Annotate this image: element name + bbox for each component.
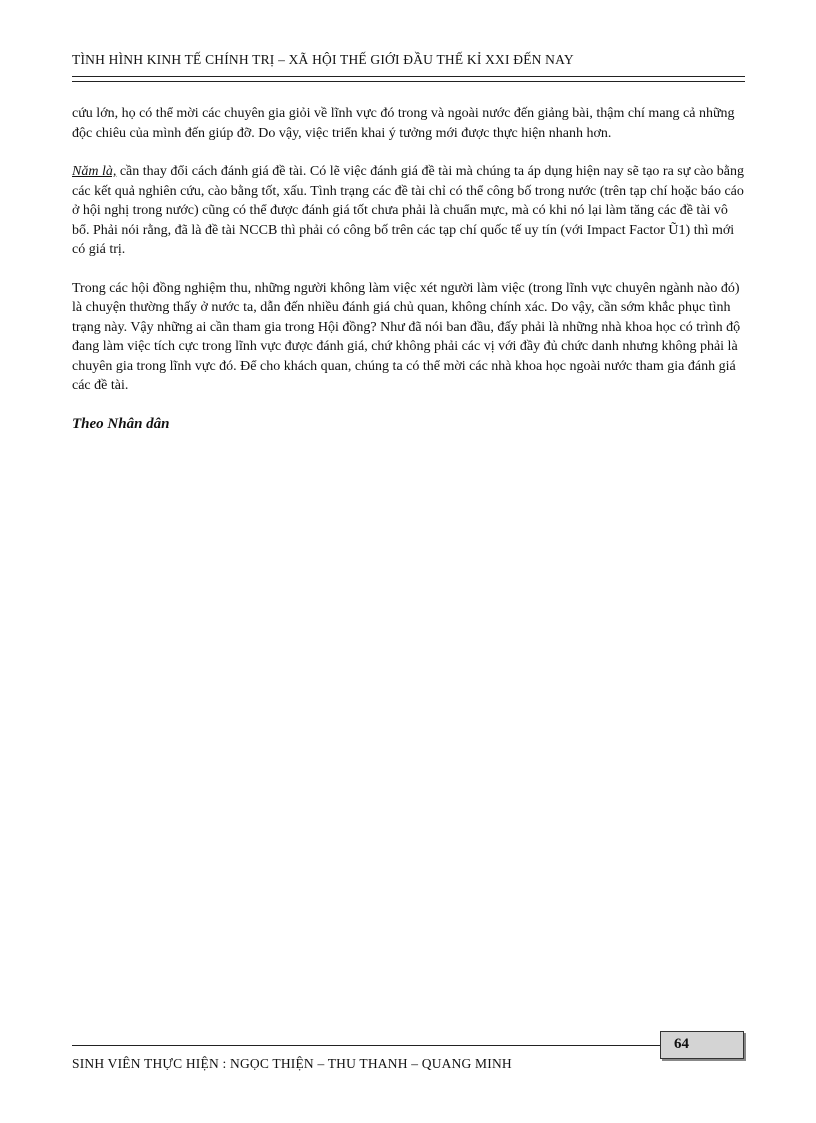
paragraph-1: cứu lớn, họ có thể mời các chuyên gia giỏi về lĩnh vực đó trong và ngoài nước đến giảng bài, thậm chí mang cả những độc chiêu của mình đến giúp đỡ. Do vậy, việc triển khai ý tưởng mới được thực hiện nhanh hơn. [72,106,735,141]
paragraph-2 [72,162,744,260]
running-footer: SINH VIÊN THỰC HIỆN : NGỌC THIỆN – THU THANH – QUANG MINH [72,1056,512,1071]
header-rule-thin [72,81,745,82]
footer-rule [72,1045,660,1046]
header-rule-thick [72,76,745,77]
document-body [72,104,744,453]
page-number: 64 [674,1036,689,1052]
source-attribution: Theo Nhân dân [72,415,170,432]
page-number-box [660,1031,744,1059]
paragraph-2-text: cần thay đổi cách đánh giá đề tài. Có lẽ việc đánh giá đề tài mà chúng ta áp dụng hiện nay sẽ tạo ra sự cào bằng các kết quả nghiên cứu, cào bằng tốt, xấu. Tình trạng các đề tài chỉ có thể công bố trong nước (trên tạp chí hoặc báo cáo ở hội nghị trong nước) cũng có thể được đánh giá tốt chưa phải là chuẩn mực, mà có khi nó lại làm tăng các đề tài vô bổ. Phải nói rằng, đã là đề tài NCCB thì phải có công bố trên các tạp chí quốc tế uy tín (với Impact Factor Ũ1) thì mới có giá trị. [72,164,744,257]
paragraph-2-lead: Năm là, [72,164,117,179]
paragraph-3: Trong các hội đồng nghiệm thu, những người không làm việc xét người làm việc (trong lĩnh vực chuyên ngành nào đó) là chuyện thường thấy ở nước ta, dẫn đến nhiều đánh giá chủ quan, không chính xác. Do vậy, cần sớm khắc phục tình trạng này. Vậy những ai cần tham gia trong Hội đồng? Như đã nói ban đầu, đấy phải là những nhà khoa học có trình độ đang làm việc tích cực trong lĩnh vực được đánh giá, chứ không phải các vị với đầy đủ chức danh nhưng không phải là chuyên gia trong lĩnh vực đó. Để cho khách quan, chúng ta có thể mời các nhà khoa học ngoài nước tham gia đánh giá các đề tài. [72,280,741,393]
running-header: TÌNH HÌNH KINH TẾ CHÍNH TRỊ – XÃ HỘI THẾ GIỚI ĐẦU THẾ KỈ XXI ĐẾN NAY [72,52,574,67]
